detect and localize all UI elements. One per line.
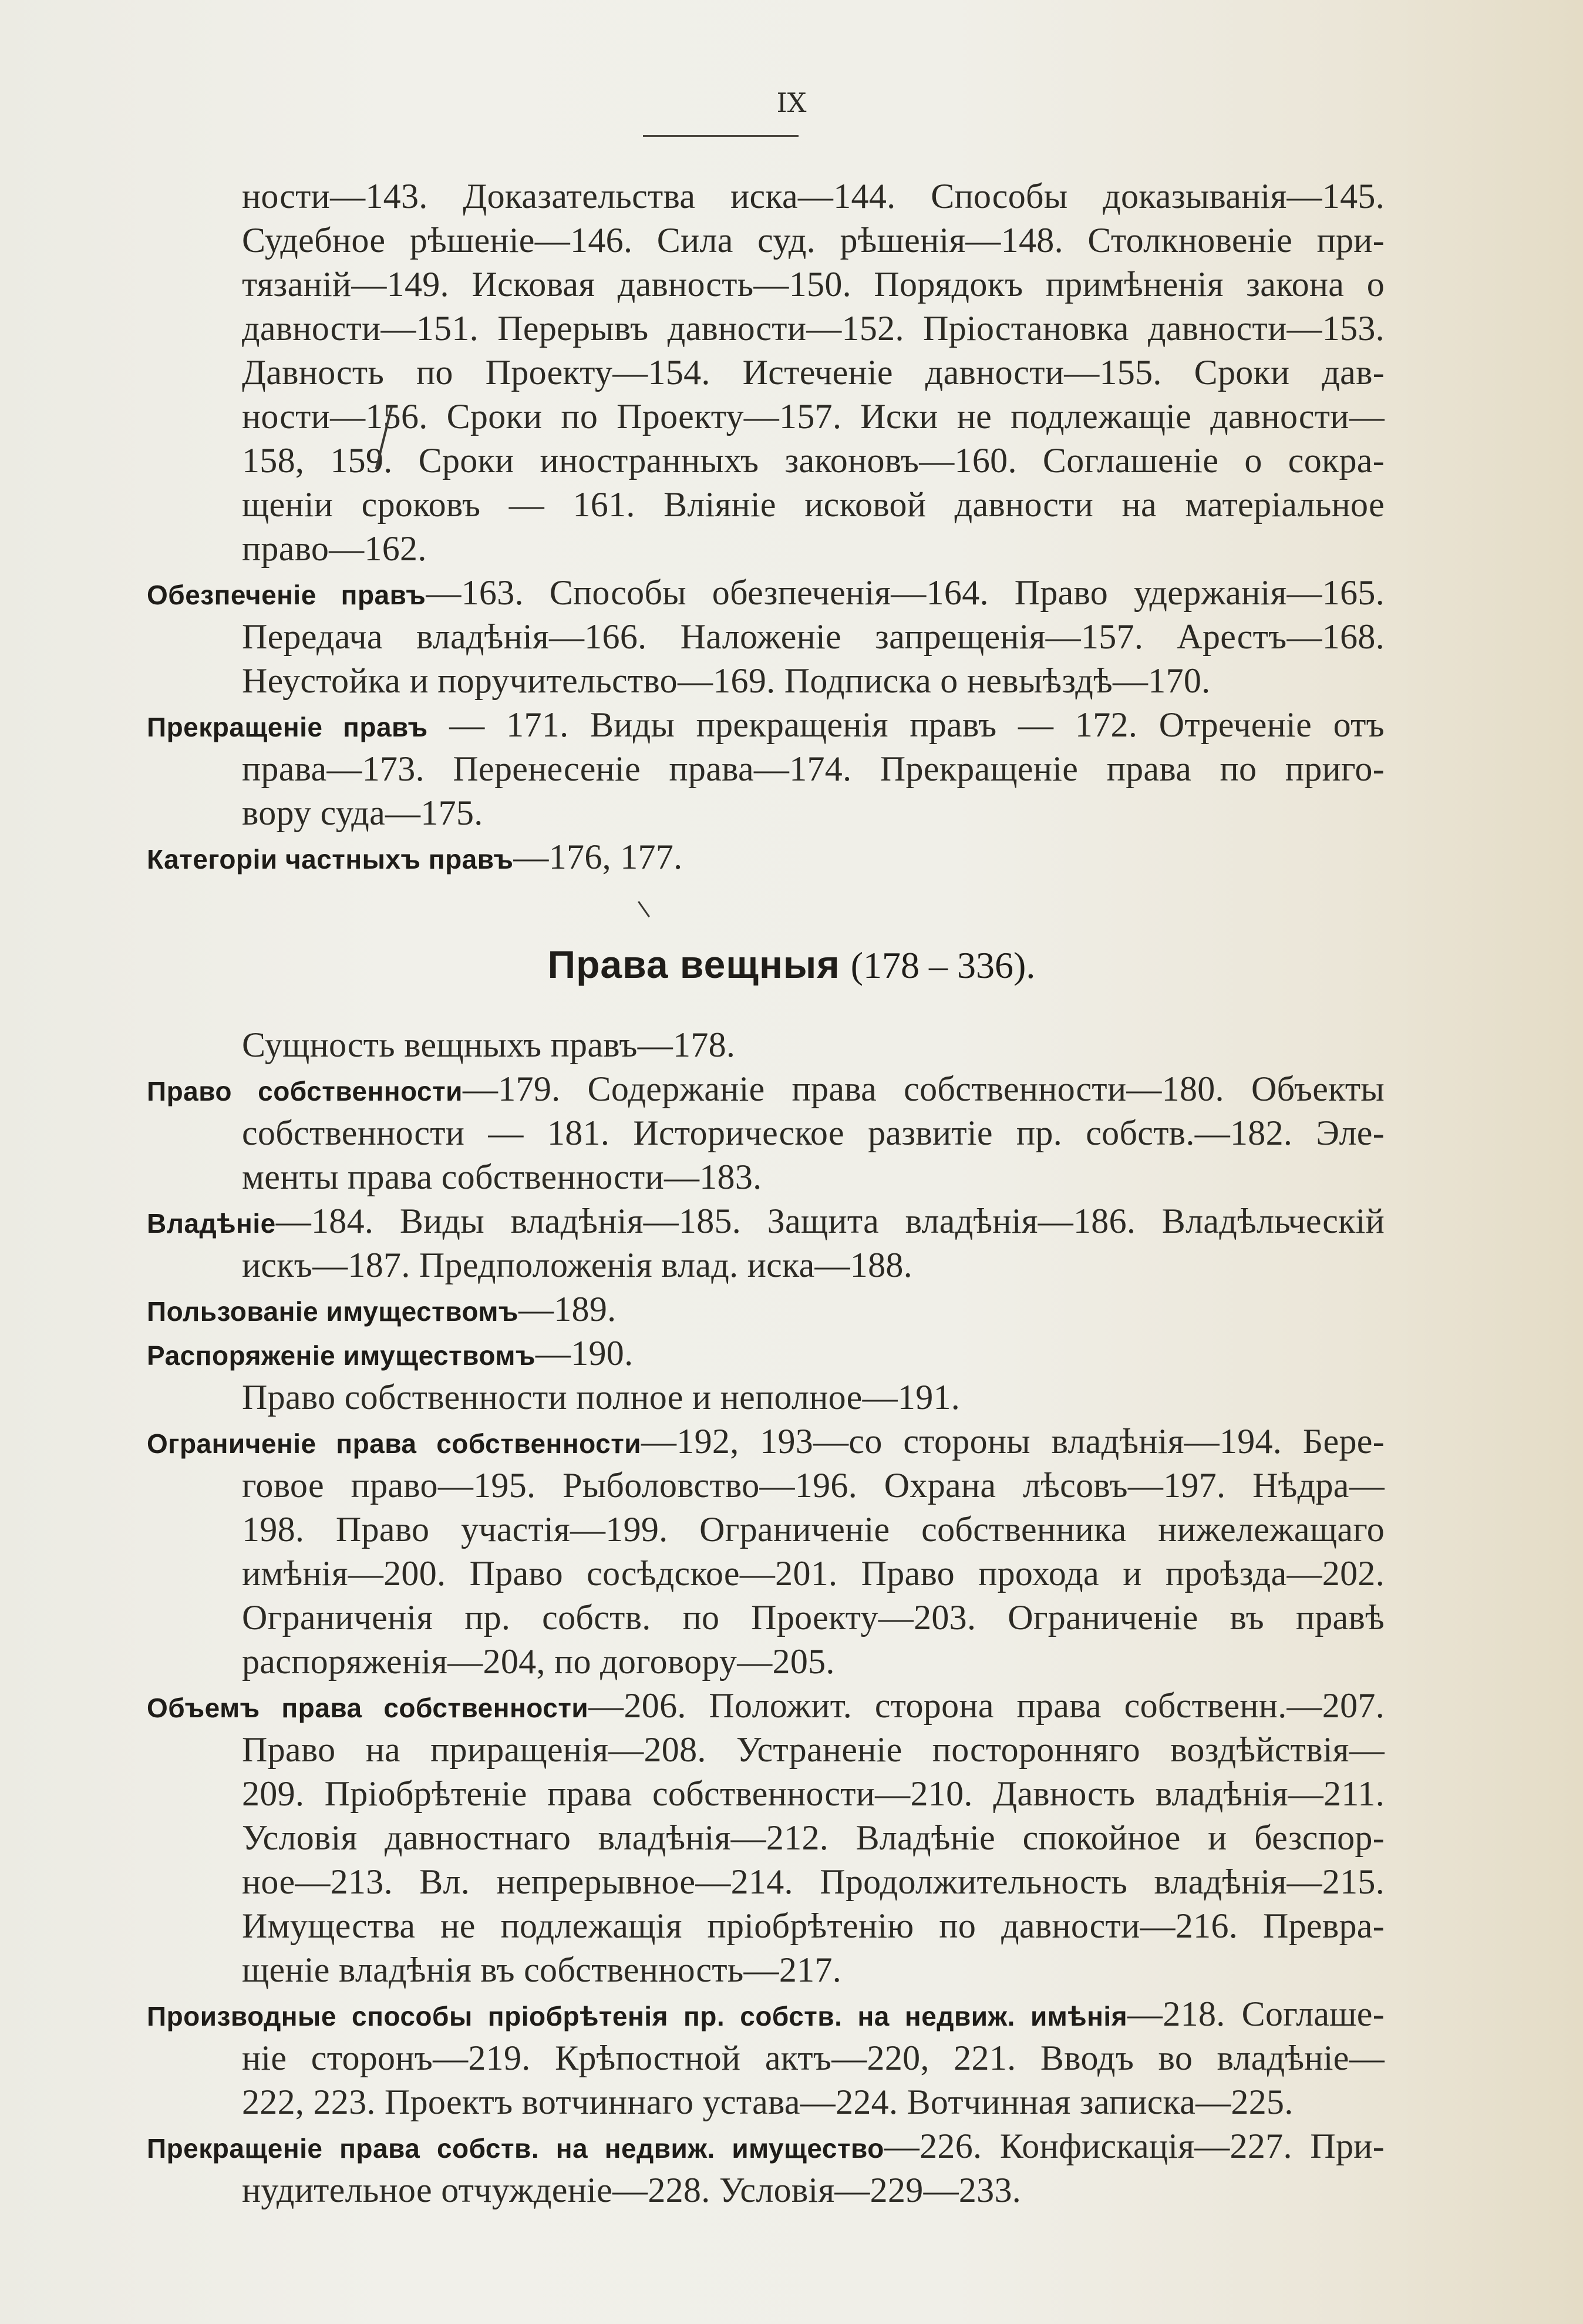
- entry-heading: Владѣніе: [147, 1208, 276, 1239]
- index-entry-first-line: [147, 1994, 1385, 2034]
- entry-text: —179. Содержаніе права собственности—180. Объекты: [462, 1069, 1385, 1108]
- folio-rule: [643, 135, 799, 137]
- entry-continuation-line: распоряженія—204, по договору—205.: [242, 1642, 835, 1681]
- entry-text: — 171. Виды прекращенія правъ — 172. Отреченіе отъ: [427, 705, 1385, 744]
- paragraph-line: тязаній—149. Исковая давность—150. Порядокъ примѣненія закона о: [242, 265, 1385, 304]
- section-title: [0, 940, 1583, 988]
- entry-text: —218. Соглаше-: [1127, 1995, 1385, 2033]
- index-entry-first-line: [147, 2126, 1385, 2167]
- entry-heading: Право собственности: [147, 1076, 463, 1106]
- entry-continuation-line: 209. Пріобрѣтеніе права собственности—210. Давность владѣнія—211.: [242, 1774, 1385, 1813]
- entry-text: —206. Положит. сторона права собственн.—207.: [588, 1686, 1385, 1725]
- paragraph-line: ности—143. Доказательства иска—144. Способы доказыванія—145.: [242, 177, 1385, 216]
- entry-continuation-line: говое право—195. Рыболовство—196. Охрана лѣсовъ—197. Нѣдра—: [242, 1466, 1385, 1505]
- entry-continuation-line: Имущества не подлежащія пріобрѣтенію по давности—216. Превра-: [242, 1906, 1385, 1945]
- entry-continuation-line: Право собственности полное и неполное—191.: [242, 1378, 961, 1417]
- entry-continuation-line: Неустойка и поручительство—169. Подписка о невыѣздѣ—170.: [242, 661, 1211, 700]
- entry-continuation-line: 222, 223. Проектъ вотчиннаго устава—224. Вотчинная записка—225.: [242, 2083, 1294, 2121]
- index-entry-first-line: [147, 573, 1385, 613]
- section-title-range: (178 – 336).: [850, 944, 1036, 986]
- paragraph-line: Давность по Проекту—154. Истеченіе давности—155. Сроки дав-: [242, 353, 1385, 392]
- entry-continuation-line: Право на приращенія—208. Устраненіе посторонняго воздѣйствія—: [242, 1730, 1385, 1769]
- index-entry-first-line: [147, 1289, 616, 1330]
- pencil-mark: [638, 901, 650, 917]
- entry-text: —226. Конфискація—227. При-: [884, 2127, 1385, 2165]
- page-folio: IX: [776, 87, 807, 119]
- entry-continuation-line: вору суда—175.: [242, 793, 483, 832]
- index-entry-first-line: [147, 1421, 1385, 1462]
- entry-heading: Прекращеніе права собств. на недвиж. имущество: [147, 2133, 884, 2164]
- index-entry-first-line: [147, 1069, 1385, 1109]
- entry-continuation-line: искъ—187. Предположенія влад. иска—188.: [242, 1246, 913, 1284]
- entry-continuation-line: ніе сторонъ—219. Крѣпостной актъ—220, 221. Вводъ во владѣніе—: [242, 2039, 1385, 2077]
- entry-heading: Пользованіе имуществомъ: [147, 1296, 518, 1327]
- entry-heading: Прекращеніе правъ: [147, 712, 428, 742]
- index-entry-first-line: [147, 705, 1385, 745]
- entry-text: —189.: [518, 1290, 617, 1329]
- section-title-main: Права вещныя: [547, 943, 840, 986]
- paragraph-line: ности—156. Сроки по Проекту—157. Иски не подлежащіе давности—: [242, 397, 1385, 436]
- section2-intro: Сущность вещныхъ правъ—178.: [242, 1025, 736, 1064]
- entry-continuation-line: нудительное отчужденіе—228. Условія—229—233.: [242, 2171, 1022, 2209]
- entry-continuation-line: имѣнія—200. Право сосѣдское—201. Право прохода и проѣзда—202.: [242, 1554, 1385, 1593]
- paragraph-line: Судебное рѣшеніе—146. Сила суд. рѣшенія—148. Столкновеніе при-: [242, 221, 1385, 260]
- entry-text: —184. Виды владѣнія—185. Защита владѣнія—186. Владѣльческій: [275, 1202, 1385, 1240]
- index-entry-first-line: [147, 1686, 1385, 1726]
- entry-continuation-line: Передача владѣнія—166. Наложеніе запрещенія—157. Арестъ—168.: [242, 617, 1385, 656]
- paragraph-line: давности—151. Перерывъ давности—152. Пріостановка давности—153.: [242, 309, 1385, 348]
- entry-text: —176, 177.: [513, 838, 683, 876]
- paragraph-line: 158, 159. Сроки иностранныхъ законовъ—160. Соглашеніе о сокра-: [242, 441, 1385, 480]
- index-entry-first-line: [147, 1201, 1385, 1242]
- index-entry-first-line: [147, 1333, 633, 1374]
- entry-continuation-line: собственности — 181. Историческое развитіе пр. собств.—182. Эле-: [242, 1114, 1385, 1152]
- entry-text: —163. Способы обезпеченія—164. Право удержанія—165.: [426, 573, 1385, 612]
- entry-continuation-line: Ограниченія пр. собств. по Проекту—203. Ограниченіе въ правѣ: [242, 1598, 1385, 1637]
- entry-heading: Объемъ права собственности: [147, 1693, 589, 1723]
- entry-heading: Ограниченіе права собственности: [147, 1428, 641, 1459]
- entry-continuation-line: щеніе владѣнія въ собственность—217.: [242, 1950, 842, 1989]
- entry-heading: Производные способы пріобрѣтенія пр. собств. на недвиж. имѣнія: [147, 2001, 1128, 2032]
- entry-continuation-line: права—173. Перенесеніе права—174. Прекращеніе права по приго-: [242, 749, 1385, 788]
- entry-text: —192, 193—со стороны владѣнія—194. Бере-: [641, 1422, 1385, 1461]
- entry-heading: Категоріи частныхъ правъ: [147, 844, 514, 875]
- paragraph-line: право—162.: [242, 529, 427, 568]
- entry-text: —190.: [535, 1334, 634, 1373]
- paragraph-line: щеніи сроковъ — 161. Вліяніе исковой давности на матеріальное: [242, 485, 1385, 524]
- entry-continuation-line: 198. Право участія—199. Ограниченіе собственника нижележащаго: [242, 1510, 1385, 1549]
- entry-continuation-line: менты права собственности—183.: [242, 1158, 762, 1196]
- entry-heading: Обезпеченіе правъ: [147, 580, 426, 610]
- entry-continuation-line: ное—213. Вл. непрерывное—214. Продолжительность владѣнія—215.: [242, 1862, 1385, 1901]
- entry-heading: Распоряженіе имуществомъ: [147, 1340, 535, 1371]
- index-entry-first-line: [147, 837, 682, 877]
- entry-continuation-line: Условія давностнаго владѣнія—212. Владѣніе спокойное и безспор-: [242, 1818, 1385, 1857]
